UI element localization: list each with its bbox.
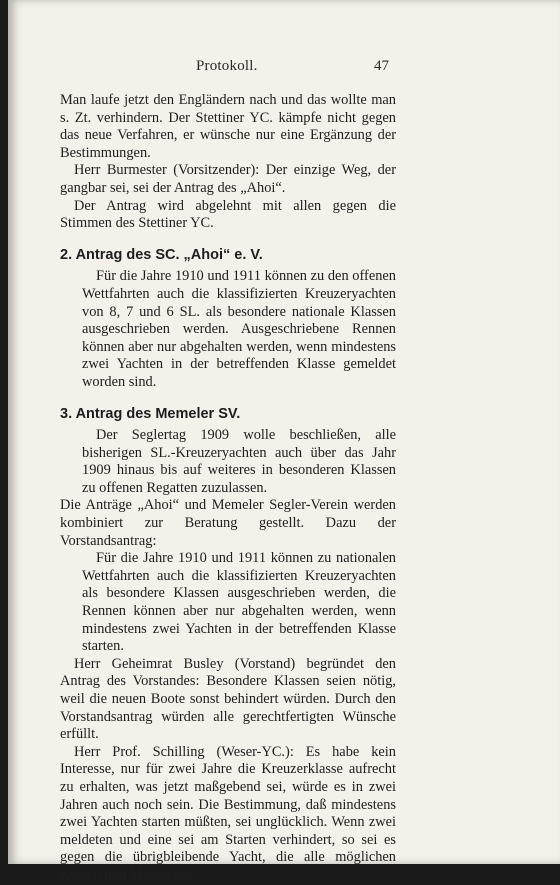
paragraph: Herr Geheimrat Busley (Vorstand) begründet den Antrag des Vorstandes: Besondere Klassen seien nötig, weil die neuen Boote sonst behindert würden. Durch den Vorstandsantrag würden alle gerechtfertigten Wünsche erfüllt. xyxy=(60,655,396,743)
proposal-text: Der Seglertag 1909 wolle beschließen, alle bisherigen SL.-Kreuzeryachten auch über das Jahr 1909 hinaus bis auf weiteres in besonderen Klassen zu offenen Regatten zuzulassen. xyxy=(82,427,396,496)
running-head: Protokoll. xyxy=(196,58,258,74)
paragraph: Man laufe jetzt den Engländern nach und das wollte man s. Zt. verhindern. Der Stettiner YC. kämpfe nicht gegen das neue Verfahren, er wünsche nur eine Ergänzung der Bestimmungen. xyxy=(60,92,396,161)
page-header xyxy=(8,58,560,80)
page-body xyxy=(60,92,396,885)
proposal-text: Für die Jahre 1910 und 1911 können zu nationalen Wettfahrten auch die klassifizierten Kreuzeryachten als besondere Klassen ausgeschrieben werden, die Rennen können aber nur abgehalten werden, wenn mindestens zwei Yachten in der betreffenden Klasse starten. xyxy=(82,550,396,655)
section-heading: 2. Antrag des SC. „Ahoi“ e. V. xyxy=(60,246,263,263)
page-number: 47 xyxy=(374,58,389,74)
paragraph: Der Antrag wird abgelehnt mit allen gegen die Stimmen des Stettiner YC. xyxy=(60,197,396,232)
book-page xyxy=(8,0,560,883)
paragraph: Die Anträge „Ahoi“ und Memeler Segler-Verein werden kombiniert zur Beratung gestellt. Dazu der Vorstandsantrag: xyxy=(60,497,396,549)
section-heading: 3. Antrag des Memeler SV. xyxy=(60,405,241,422)
paragraph: Herr Prof. Schilling (Weser-YC.): Es habe kein Interesse, nur für zwei Jahre die Kreuzerklasse aufrecht zu erhalten, was jetzt maßgebend sei, würde es in zwei Jahren auch noch sein. Die Bestimmung, daß mindestens zwei Yachten starten müßten, sei unglücklich. Wenn zwei meldeten und eine sei am Starten verhindert, so sei es gegen die übrigbleibende Yacht, die alle möglichen Kosten und Mühen auf- xyxy=(60,743,396,883)
paragraph: Herr Burmester (Vorsitzender): Der einzige Weg, der gangbar sei, sei der Antrag des „Ahoi“. xyxy=(60,162,396,196)
proposal-text: Für die Jahre 1910 und 1911 können zu den offenen Wettfahrten auch die klassifizierten Kreuzeryachten von 8, 7 und 6 SL. als besondere nationale Klassen ausgeschrieben werden. Ausgeschriebene Rennen können aber nur abgehalten werden, wenn mindestens zwei Yachten in der betreffenden Klasse gemeldet worden sind. xyxy=(82,268,396,390)
